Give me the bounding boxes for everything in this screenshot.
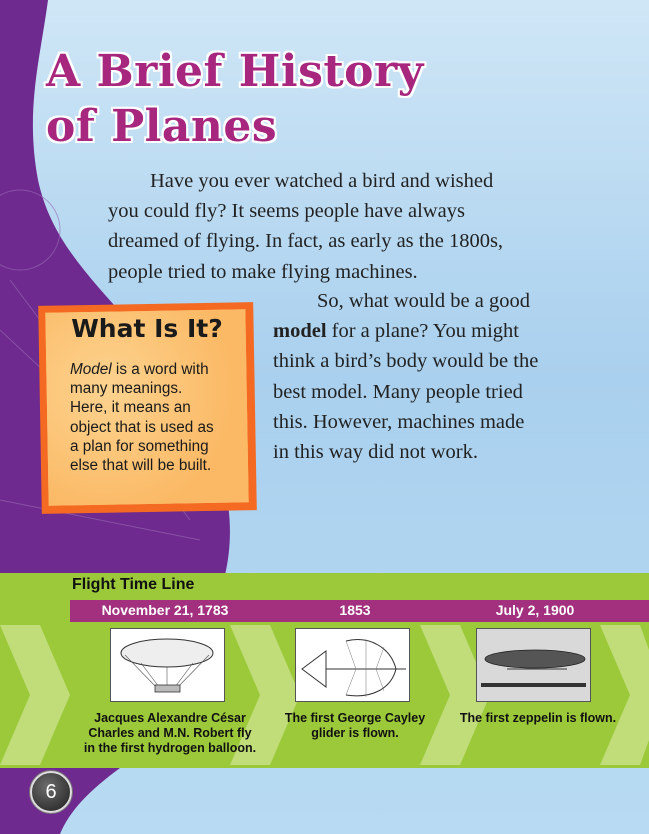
sidebar-heading: What Is It? xyxy=(71,314,223,343)
paragraph-line xyxy=(273,316,573,346)
timeline-title: Flight Time Line xyxy=(72,576,195,593)
caption-line: glider is flown. xyxy=(311,726,399,740)
paragraph-line: think a bird’s body would be the xyxy=(273,350,539,373)
caption-line: Charles and M.N. Robert fly xyxy=(88,726,252,740)
caption-line: The first zeppelin is flown. xyxy=(459,711,617,725)
definition-line: Here, it means an xyxy=(70,399,191,417)
definition-line: a plan for something xyxy=(70,437,209,455)
sidebar-definition xyxy=(70,360,240,475)
paragraph-line-rest: for a plane? You might xyxy=(326,320,519,343)
timeline-date: July 2, 1900 xyxy=(495,602,575,618)
paragraph-line: you could fly? It seems people have always xyxy=(108,200,465,223)
definition-line: many meanings. xyxy=(70,380,183,398)
page-title xyxy=(46,44,424,154)
paragraph-line: So, what would be a good xyxy=(317,290,530,312)
timeline-caption xyxy=(448,711,628,726)
page-number: 6 xyxy=(45,781,57,803)
caption-line: in the first hydrogen balloon. xyxy=(83,741,257,755)
paragraph-line: Have you ever watched a bird and wished xyxy=(150,170,494,192)
paragraph-line: this. However, machines made xyxy=(273,410,525,433)
definition-line-rest: is a word with xyxy=(111,361,209,378)
timeline-caption xyxy=(75,711,265,756)
paragraph-line: dreamed of flying. In fact, as early as the 1800s, xyxy=(108,230,504,253)
model-paragraph xyxy=(273,286,573,467)
zeppelin-image xyxy=(476,628,591,702)
caption-line: Jacques Alexandre César xyxy=(94,711,246,725)
cayley-glider-image xyxy=(295,628,410,702)
intro-paragraph xyxy=(108,166,548,287)
definition-line: else that will be built. xyxy=(70,457,212,475)
paragraph-line: best model. Many people tried xyxy=(273,380,523,403)
paragraph-line: in this way did not work. xyxy=(273,441,478,464)
timeline-caption xyxy=(270,711,440,741)
timeline-date: 1853 xyxy=(339,602,371,618)
caption-line: The first George Cayley xyxy=(284,711,426,725)
paragraph-line: people tried to make flying machines. xyxy=(108,260,418,283)
hydrogen-balloon-image xyxy=(110,628,225,702)
title-line-2: of Planes xyxy=(46,101,278,152)
definition-line: object that is used as xyxy=(70,418,214,436)
keyword-model: model xyxy=(273,320,327,343)
definition-term: Model xyxy=(70,361,112,378)
definition-line xyxy=(70,360,240,379)
timeline-date: November 21, 1783 xyxy=(101,602,229,618)
title-line-1: A Brief History xyxy=(46,46,424,97)
page-number-badge xyxy=(30,771,72,813)
